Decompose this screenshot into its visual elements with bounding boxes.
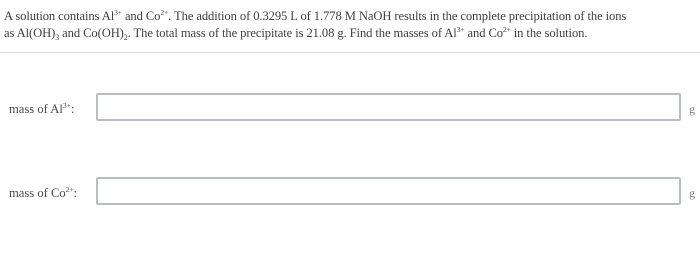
answer-row-cobalt bbox=[0, 177, 700, 209]
question-divider bbox=[0, 52, 700, 53]
answer-row-aluminum bbox=[0, 93, 700, 125]
question-text bbox=[4, 8, 692, 42]
mass-co-label: mass of $Co^{2+}$: bbox=[9, 185, 78, 200]
mass-al-input[interactable] bbox=[96, 93, 681, 121]
mass-co-unit: g bbox=[689, 186, 695, 200]
mass-al-unit: g bbox=[689, 102, 695, 116]
question-line-1: A solution contains $Al^{3+}$ and $Co^{2+}$. The addition of 0.3295 L of 1.778 M NaOH results in the complete precipitation of the ions bbox=[4, 8, 627, 23]
mass-al-label: mass of $Al^{3+}$: bbox=[9, 101, 75, 116]
mass-co-input[interactable] bbox=[96, 177, 681, 205]
question-line-2: as $Al(OH)_3$ and $Co(OH)_2$. The total mass of the precipitate is 21.08 g. Find the masses of $Al^{3+}$ and $Co^{2+}$ in the solution. bbox=[4, 25, 588, 42]
